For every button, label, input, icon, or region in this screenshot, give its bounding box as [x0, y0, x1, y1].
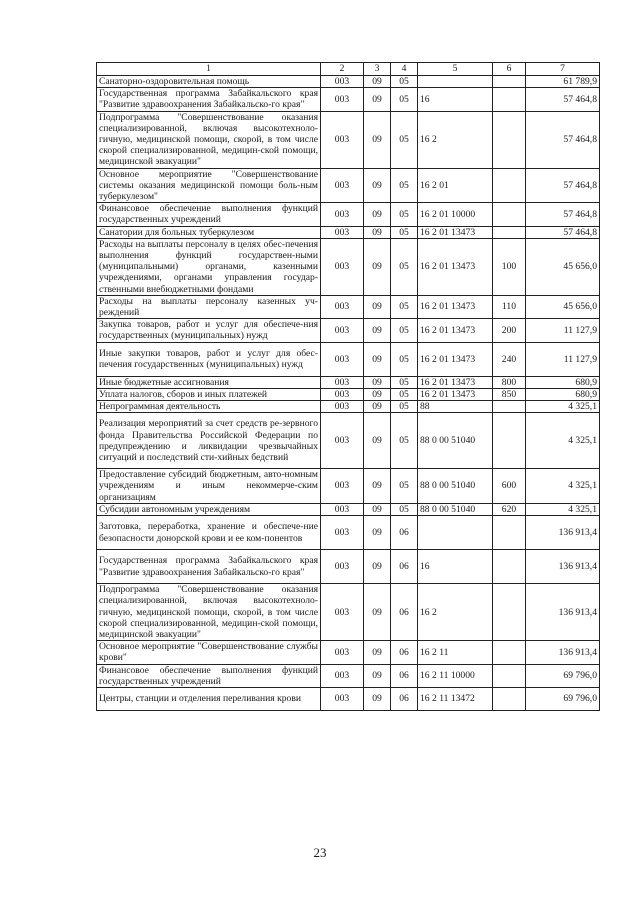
row-code-admin: 003 [321, 111, 364, 168]
budget-table [96, 62, 600, 711]
row-name: Подпрограмма "Совершенствование оказания специализированной, включая высокотехноло-гичную, медицинской помощи, скорой, в том числе скорой специализированной, медицин-ской помощи, медицинской эвакуации" [97, 584, 321, 641]
table-row [97, 376, 600, 388]
table-row [97, 76, 600, 88]
row-name: Непрограммная деятельность [97, 401, 321, 413]
row-code-target: 16 2 01 13473 [418, 342, 493, 376]
row-code-section: 09 [364, 469, 391, 504]
row-code-subsection: 06 [391, 550, 418, 584]
row-code-target: 16 2 01 13473 [418, 319, 493, 342]
row-name: Основное мероприятие "Совершенствование службы крови" [97, 641, 321, 664]
row-code-section: 09 [364, 376, 391, 388]
column-header-2: 2 [321, 63, 364, 76]
column-header-1: 1 [97, 63, 321, 76]
row-code-subsection: 06 [391, 584, 418, 641]
row-code-subsection: 05 [391, 413, 418, 469]
row-code-section: 09 [364, 238, 391, 295]
row-code-section: 09 [364, 641, 391, 664]
row-code-target: 88 [418, 401, 493, 413]
row-amount: 69 796,0 [526, 687, 600, 710]
row-code-target [418, 76, 493, 88]
table-row [97, 413, 600, 469]
row-code-section: 09 [364, 550, 391, 584]
row-code-section: 09 [364, 168, 391, 203]
row-code-subsection: 05 [391, 503, 418, 515]
row-code-target: 88 0 00 51040 [418, 413, 493, 469]
row-name: Расходы на выплаты персоналу в целях обес-печения выполнения функций государствен-ными (муниципальными) органами, казенными учреждениями, органами управления государ-ственными внебюджетными фондами [97, 238, 321, 295]
row-name: Субсидии автономным учреждениям [97, 503, 321, 515]
row-code-expense [493, 584, 526, 641]
table-row [97, 342, 600, 376]
row-name: Заготовка, переработка, хранение и обеспече-ние безопасности донорской крови и ее ком-понентов [97, 516, 321, 550]
row-code-subsection: 06 [391, 516, 418, 550]
row-code-section: 09 [364, 584, 391, 641]
table-row [97, 401, 600, 413]
row-code-target: 16 2 11 [418, 641, 493, 664]
column-header-6: 6 [493, 63, 526, 76]
row-name: Подпрограмма "Совершенствование оказания специализированной, включая высокотехноло-гичную, медицинской помощи, скорой, в том числе скорой специализированной, медицин-ской помощи, медицинской эвакуации" [97, 111, 321, 168]
table-row [97, 550, 600, 584]
row-code-expense: 240 [493, 342, 526, 376]
row-code-expense: 850 [493, 388, 526, 400]
row-code-target: 16 2 01 13473 [418, 376, 493, 388]
row-code-admin: 003 [321, 469, 364, 504]
table-row [97, 203, 600, 226]
row-amount: 57 464,8 [526, 88, 600, 111]
row-code-target: 16 2 01 13473 [418, 226, 493, 238]
column-header-4: 4 [391, 63, 418, 76]
row-code-expense [493, 687, 526, 710]
row-amount: 136 913,4 [526, 584, 600, 641]
row-amount: 4 325,1 [526, 503, 600, 515]
row-code-subsection: 05 [391, 111, 418, 168]
row-code-target: 16 2 [418, 111, 493, 168]
row-name: Иные закупки товаров, работ и услуг для обес-печения государственных (муниципальных) нужд [97, 342, 321, 376]
row-code-target: 16 2 01 13473 [418, 295, 493, 318]
row-code-expense: 100 [493, 238, 526, 295]
row-code-admin: 003 [321, 319, 364, 342]
table-row [97, 687, 600, 710]
row-amount: 69 796,0 [526, 664, 600, 687]
row-amount: 11 127,9 [526, 319, 600, 342]
row-code-target: 16 [418, 88, 493, 111]
row-name: Центры, станции и отделения переливания крови [97, 687, 321, 710]
row-code-admin: 003 [321, 687, 364, 710]
row-code-section: 09 [364, 516, 391, 550]
row-code-expense [493, 550, 526, 584]
row-code-subsection: 06 [391, 641, 418, 664]
row-code-section: 09 [364, 88, 391, 111]
column-header-7: 7 [526, 63, 600, 76]
row-code-admin: 003 [321, 168, 364, 203]
row-code-section: 09 [364, 111, 391, 168]
row-code-expense: 800 [493, 376, 526, 388]
row-amount: 57 464,8 [526, 168, 600, 203]
row-code-subsection: 05 [391, 238, 418, 295]
row-code-expense: 620 [493, 503, 526, 515]
table-row [97, 516, 600, 550]
row-amount: 61 789,9 [526, 76, 600, 88]
row-code-target: 16 2 11 10000 [418, 664, 493, 687]
row-name: Иные бюджетные ассигнования [97, 376, 321, 388]
row-name: Предоставление субсидий бюджетным, авто-номным учреждениям и иным некоммерче-ским организациям [97, 469, 321, 504]
row-name: Закупка товаров, работ и услуг для обеспече-ния государственных (муниципальных) нужд [97, 319, 321, 342]
row-code-subsection: 05 [391, 469, 418, 504]
table-row [97, 503, 600, 515]
row-code-expense [493, 111, 526, 168]
table-row [97, 111, 600, 168]
row-amount: 4 325,1 [526, 413, 600, 469]
row-code-section: 09 [364, 664, 391, 687]
row-code-admin: 003 [321, 401, 364, 413]
row-amount: 136 913,4 [526, 516, 600, 550]
table-row [97, 238, 600, 295]
row-code-subsection: 06 [391, 664, 418, 687]
row-code-section: 09 [364, 687, 391, 710]
row-name: Финансовое обеспечение выполнения функций государственных учреждений [97, 664, 321, 687]
table-row [97, 664, 600, 687]
column-header-3: 3 [364, 63, 391, 76]
row-amount: 11 127,9 [526, 342, 600, 376]
row-code-subsection: 05 [391, 376, 418, 388]
row-code-subsection: 05 [391, 319, 418, 342]
row-code-subsection: 05 [391, 88, 418, 111]
row-name: Реализация мероприятий за счет средств ре-зервного фонда Правительства Российской Федерации по предупреждению и ликвидации чрезвычайных ситуаций и последствий сти-хийных бедствий [97, 413, 321, 469]
table-row [97, 168, 600, 203]
table-row [97, 584, 600, 641]
page-number: 23 [313, 845, 327, 860]
row-code-admin: 003 [321, 584, 364, 641]
row-amount: 4 325,1 [526, 401, 600, 413]
row-code-subsection: 05 [391, 388, 418, 400]
row-amount: 45 656,0 [526, 238, 600, 295]
table-row [97, 226, 600, 238]
row-code-admin: 003 [321, 550, 364, 584]
row-code-expense: 600 [493, 469, 526, 504]
row-code-section: 09 [364, 295, 391, 318]
row-code-section: 09 [364, 76, 391, 88]
row-code-expense: 110 [493, 295, 526, 318]
row-code-admin: 003 [321, 516, 364, 550]
row-name: Расходы на выплаты персоналу казенных уч-реждений [97, 295, 321, 318]
table-row [97, 88, 600, 111]
row-code-target: 16 2 [418, 584, 493, 641]
row-code-admin: 003 [321, 503, 364, 515]
row-code-target: 16 2 01 10000 [418, 203, 493, 226]
row-code-section: 09 [364, 413, 391, 469]
row-name: Основное мероприятие "Совершенствование системы оказания медицинской помощи боль-ным туберкулезом" [97, 168, 321, 203]
row-code-admin: 003 [321, 342, 364, 376]
column-header-5: 5 [418, 63, 493, 76]
row-amount: 57 464,8 [526, 111, 600, 168]
table-row [97, 388, 600, 400]
row-code-subsection: 05 [391, 168, 418, 203]
table-row [97, 295, 600, 318]
table-row [97, 641, 600, 664]
row-amount: 4 325,1 [526, 469, 600, 504]
row-code-subsection: 05 [391, 76, 418, 88]
row-code-target [418, 516, 493, 550]
row-name: Санатории для больных туберкулезом [97, 226, 321, 238]
row-code-admin: 003 [321, 76, 364, 88]
row-code-expense [493, 88, 526, 111]
row-amount: 57 464,8 [526, 203, 600, 226]
row-amount: 680,9 [526, 388, 600, 400]
row-code-admin: 003 [321, 88, 364, 111]
row-code-target: 16 2 01 13473 [418, 238, 493, 295]
row-amount: 680,9 [526, 376, 600, 388]
row-code-target: 88 0 00 51040 [418, 503, 493, 515]
row-code-section: 09 [364, 388, 391, 400]
table-header-row [97, 63, 600, 76]
row-code-admin: 003 [321, 295, 364, 318]
row-code-target: 16 [418, 550, 493, 584]
row-amount: 136 913,4 [526, 550, 600, 584]
row-amount: 57 464,8 [526, 226, 600, 238]
row-code-expense [493, 401, 526, 413]
row-code-subsection: 05 [391, 342, 418, 376]
row-amount: 45 656,0 [526, 295, 600, 318]
row-code-subsection: 05 [391, 401, 418, 413]
row-amount: 136 913,4 [526, 641, 600, 664]
row-code-subsection: 05 [391, 203, 418, 226]
row-code-expense [493, 516, 526, 550]
row-code-admin: 003 [321, 376, 364, 388]
row-code-expense [493, 76, 526, 88]
row-code-admin: 003 [321, 641, 364, 664]
row-code-admin: 003 [321, 413, 364, 469]
row-code-target: 16 2 01 [418, 168, 493, 203]
row-code-section: 09 [364, 226, 391, 238]
table-row [97, 469, 600, 504]
row-code-expense [493, 664, 526, 687]
row-code-admin: 003 [321, 203, 364, 226]
row-code-subsection: 06 [391, 687, 418, 710]
row-code-target: 88 0 00 51040 [418, 469, 493, 504]
row-code-admin: 003 [321, 388, 364, 400]
row-code-admin: 003 [321, 664, 364, 687]
table-row [97, 319, 600, 342]
row-code-expense [493, 168, 526, 203]
row-code-subsection: 05 [391, 295, 418, 318]
row-code-target: 16 2 11 13472 [418, 687, 493, 710]
row-code-section: 09 [364, 203, 391, 226]
row-code-section: 09 [364, 503, 391, 515]
row-name: Государственная программа Забайкальского края "Развитие здравоохранения Забайкальско-го края" [97, 550, 321, 584]
table-body [97, 76, 600, 711]
row-name: Государственная программа Забайкальского края "Развитие здравоохранения Забайкальско-го края" [97, 88, 321, 111]
row-code-expense [493, 226, 526, 238]
row-name: Финансовое обеспечение выполнения функций государственных учреждений [97, 203, 321, 226]
row-name: Санаторно-оздоровительная помощь [97, 76, 321, 88]
row-code-admin: 003 [321, 238, 364, 295]
row-code-expense [493, 641, 526, 664]
row-name: Уплата налогов, сборов и иных платежей [97, 388, 321, 400]
row-code-target: 16 2 01 13473 [418, 388, 493, 400]
row-code-subsection: 05 [391, 226, 418, 238]
row-code-admin: 003 [321, 226, 364, 238]
row-code-section: 09 [364, 401, 391, 413]
row-code-expense [493, 203, 526, 226]
row-code-section: 09 [364, 342, 391, 376]
row-code-expense [493, 413, 526, 469]
row-code-expense: 200 [493, 319, 526, 342]
row-code-section: 09 [364, 319, 391, 342]
